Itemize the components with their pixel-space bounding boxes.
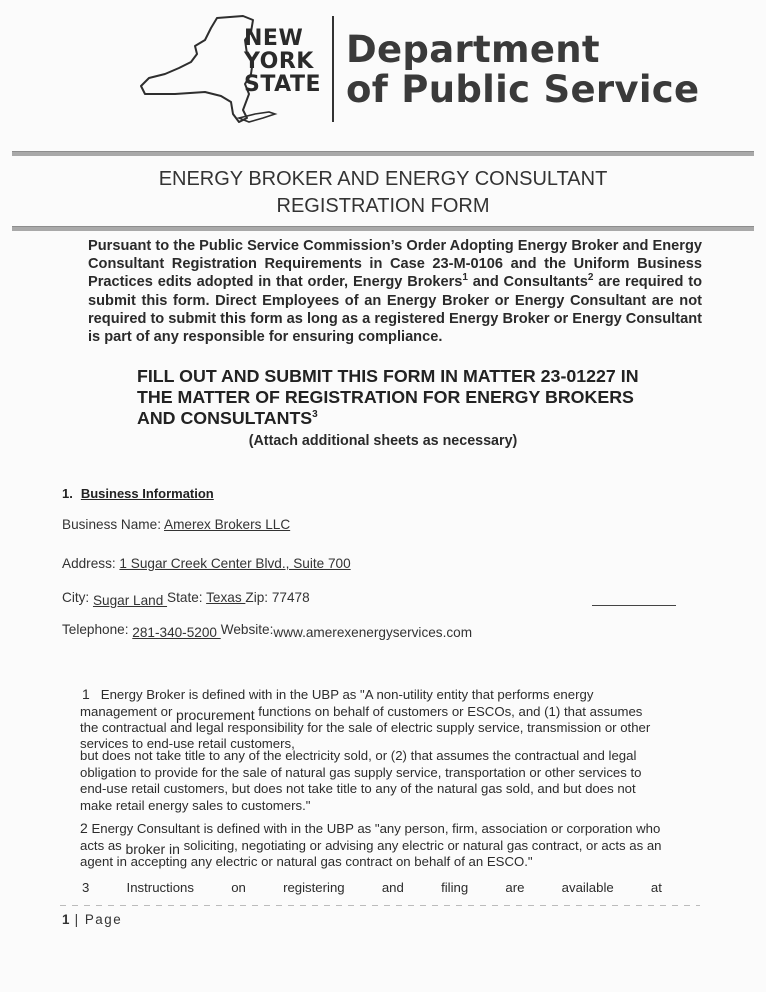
scan-artifact-line [60,905,700,906]
business-name-value[interactable]: Amerex Brokers LLC [164,517,291,532]
logo-divider [332,16,334,122]
attach-note: (Attach additional sheets as necessary) [248,433,518,449]
blank-underline [592,605,676,606]
logo-york: YORK [244,49,314,74]
website-value[interactable]: www.amerexenergyservices.com [273,625,473,640]
filing-instruction: FILL OUT AND SUBMIT THIS FORM IN MATTER 23-01227 IN THE MATTER OF REGISTRATION FOR ENERGY BROKERS AND CONSULTANTS$^3$ [137,366,639,428]
telephone-website-field: Telephone: 281-340-5200 Website:www.amerexenergyservices.com [62,622,473,640]
intro-paragraph: Pursuant to the Public Service Commission’s Order Adopting Energy Broker and Energy Consultant Registration Requirements in Case 23-M-0106 and the Uniform Business Practices edits adopted in that order, Energy Brokers$^1$ and Consultants$^2$ are required to submit this form. Direct Employees of an Energy Broker or Energy Consultant are not required to submit this form as long as a registered Energy Broker or Energy Consultant is part of any responsible for ensuring compliance. [88,238,703,346]
address-field: Address: 1 Sugar Creek Center Blvd., Suite 700 [62,556,351,571]
address-value[interactable]: 1 Sugar Creek Center Blvd., Suite 700 [119,556,351,571]
form-title-line-2: REGISTRATION FORM [276,195,490,217]
footnote-3: 3 Instructions on registering and filing are available at [82,880,662,895]
city-value[interactable]: Sugar Land [92,593,168,608]
business-name-field: Business Name: Amerex Brokers LLC [62,517,291,532]
state-value[interactable]: Texas [206,590,246,605]
dept-line-1: Department [346,28,600,71]
form-title-line-1: ENERGY BROKER AND ENERGY CONSULTANT [158,168,608,190]
zip-value[interactable]: 77478 [271,590,310,605]
footnote-1-cont: but does not take title to any of the electricity sold, or (2) that assumes the contractual and legal obligation to provide for the sale of natural gas supply service, transportation or other services to end-use retail customers, but does not take title to any of the natural gas sold, and but does not make retail energy sales to customers." [80,748,642,814]
dept-line-2: of Public Service [346,68,700,111]
telephone-value[interactable]: 281-340-5200 [132,625,221,640]
title-rule [12,226,754,231]
page-footer: 1 | Page [62,912,123,927]
footnote-1: 1 Energy Broker is defined with in the UBP as "A non-utility entity that performs energy management or procurement functions on behalf of customers or ESCOs, and (1) that assumes the contractual and legal responsibility for the sale of electric supply service, transmission or other services to end-use retail customers, [80,686,651,751]
header-rule [12,151,754,156]
logo-new: NEW [244,26,304,51]
section-heading: 1. Business Information [62,486,214,501]
city-state-zip-field: City: Sugar Land State: Texas Zip: 77478 [62,590,310,608]
logo-state: STATE [244,72,321,97]
footnote-2: 2 Energy Consultant is defined with in the UBP as "any person, firm, association or corporation who acts as broker in soliciting, negotiating or advising any electric or natural gas contract, or acts as an agent in accepting any electric or natural gas contract on behalf of an ESCO." [80,820,662,869]
